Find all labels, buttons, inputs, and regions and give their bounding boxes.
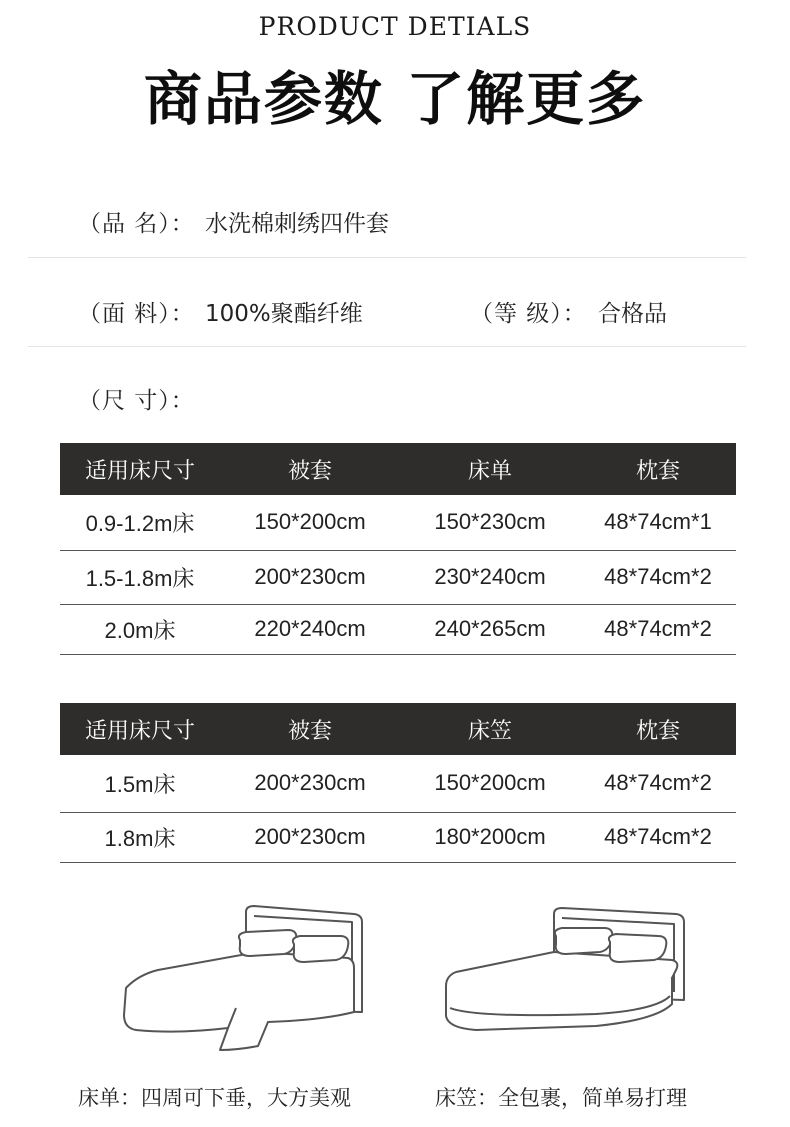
table-header-cell: 被套: [220, 703, 400, 755]
table-cell: 220*240cm: [220, 604, 400, 654]
grade-value: 合格品: [598, 301, 667, 327]
table-cell: 1.5m床: [60, 755, 220, 812]
table-cell: 180*200cm: [400, 812, 580, 862]
table-header-cell: 被套: [220, 443, 400, 495]
table-row: [60, 495, 736, 550]
table-cell: 48*74cm*1: [580, 495, 736, 550]
table-cell: 150*200cm: [400, 755, 580, 812]
grade-label: （等 级）：: [470, 301, 587, 327]
table-row: [60, 550, 736, 604]
size-label: （尺 寸）：: [78, 388, 195, 414]
table-header-cell: 床单: [400, 443, 580, 495]
table-header-cell: 适用床尺寸: [60, 443, 220, 495]
product-name-value: 水洗棉刺绣四件套: [205, 211, 389, 237]
fabric-value: 100%聚酯纤维: [205, 301, 363, 327]
table-cell: 200*230cm: [220, 755, 400, 812]
table-header-cell: 枕套: [580, 703, 736, 755]
fitted-sheet-bed-illustration: [436, 900, 686, 1060]
table-cell: 48*74cm*2: [580, 812, 736, 862]
divider: [28, 257, 746, 258]
table-header-row: [60, 443, 736, 495]
flat-sheet-caption: 床单：四周可下垂，大方美观: [78, 1086, 351, 1110]
table-cell: 150*200cm: [220, 495, 400, 550]
fitted-sheet-caption: 床笠：全包裹，简单易打理: [435, 1086, 687, 1110]
size-table-fitted: [60, 703, 736, 863]
table-header-cell: 适用床尺寸: [60, 703, 220, 755]
table-row: [60, 812, 736, 862]
table-cell: 1.8m床: [60, 812, 220, 862]
divider: [28, 346, 746, 347]
table-cell: 0.9-1.2m床: [60, 495, 220, 550]
table-cell: 2.0m床: [60, 604, 220, 654]
table-row: [60, 604, 736, 654]
table-cell: 200*230cm: [220, 550, 400, 604]
table-row: [60, 755, 736, 812]
fabric-label: （面 料）：: [78, 301, 195, 327]
table-cell: 240*265cm: [400, 604, 580, 654]
size-table-sheet: [60, 443, 736, 655]
table-cell: 48*74cm*2: [580, 755, 736, 812]
table-cell: 150*230cm: [400, 495, 580, 550]
table-header-cell: 床笠: [400, 703, 580, 755]
table-header-cell: 枕套: [580, 443, 736, 495]
table-cell: 200*230cm: [220, 812, 400, 862]
table-cell: 230*240cm: [400, 550, 580, 604]
table-cell: 48*74cm*2: [580, 604, 736, 654]
table-cell: 48*74cm*2: [580, 550, 736, 604]
main-title: 商品参数 了解更多: [143, 65, 647, 133]
flat-sheet-bed-illustration: [118, 900, 368, 1060]
table-header-row: [60, 703, 736, 755]
english-title: PRODUCT DETIALS: [258, 12, 532, 41]
table-cell: 1.5-1.8m床: [60, 550, 220, 604]
product-name-label: （品 名）：: [78, 211, 195, 237]
